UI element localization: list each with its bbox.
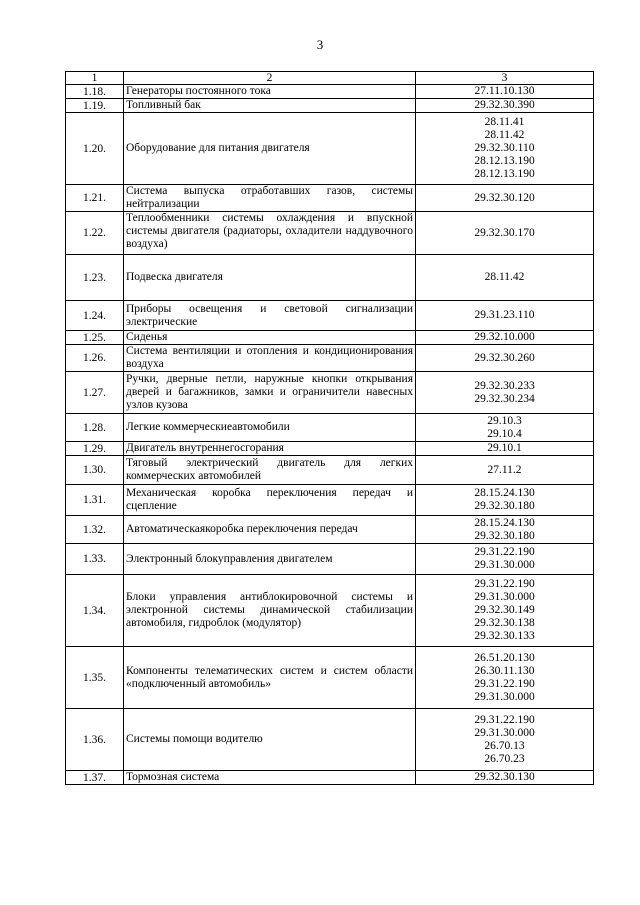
table-row — [66, 345, 594, 372]
code-value: 28.12.13.190 — [474, 155, 535, 167]
code-value: 29.32.30.149 — [474, 604, 535, 616]
table-row — [66, 456, 594, 485]
row-name: Сиденья — [124, 331, 416, 345]
codes-table — [65, 71, 594, 785]
row-codes — [416, 516, 594, 544]
row-name: Блоки управления антиблокировочной системы и электронной системы динамической стабилизации автомобиля, гидроблок (модулятор) — [124, 575, 416, 647]
code-value: 29.32.30.180 — [474, 500, 535, 512]
code-value: 29.31.22.190 — [474, 677, 535, 690]
row-number: 1.26. — [66, 345, 124, 372]
table-row — [66, 647, 594, 709]
code-value: 29.31.30.000 — [474, 591, 535, 603]
code-value: 29.31.22.190 — [474, 713, 535, 726]
table-row — [66, 544, 594, 575]
row-name: Автоматическаякоробка переключения передач — [124, 516, 416, 544]
column-header-2: 2 — [124, 72, 416, 85]
row-number: 1.19. — [66, 99, 124, 113]
row-name: Топливный бак — [124, 99, 416, 113]
row-codes — [416, 301, 594, 331]
row-number: 1.37. — [66, 771, 124, 785]
row-name: Механическая коробка переключения передач и сцепление — [124, 485, 416, 516]
table-row — [66, 709, 594, 771]
table-row — [66, 212, 594, 255]
row-codes — [416, 442, 594, 456]
table-row — [66, 442, 594, 456]
row-name: Электронный блокуправления двигателем — [124, 544, 416, 575]
row-codes — [416, 575, 594, 647]
row-codes — [416, 372, 594, 414]
row-name: Подвеска двигателя — [124, 255, 416, 301]
code-value: 28.12.13.190 — [474, 168, 535, 180]
row-number: 1.29. — [66, 442, 124, 456]
code-value: 29.32.30.120 — [474, 191, 535, 204]
code-value: 29.10.3 — [487, 414, 522, 427]
code-value: 29.32.30.234 — [474, 392, 535, 405]
table-row — [66, 771, 594, 785]
row-name: Система выпуска отработавших газов, системы нейтрализации — [124, 185, 416, 212]
row-number: 1.21. — [66, 185, 124, 212]
row-codes — [416, 456, 594, 485]
code-value: 26.51.20.130 — [474, 651, 535, 664]
row-codes — [416, 709, 594, 771]
row-number: 1.30. — [66, 456, 124, 485]
code-value: 29.31.30.000 — [474, 690, 535, 703]
row-codes — [416, 485, 594, 516]
row-name: Генераторы постоянного тока — [124, 85, 416, 99]
row-number: 1.18. — [66, 85, 124, 99]
code-value: 29.10.4 — [487, 427, 522, 440]
row-codes — [416, 331, 594, 345]
row-codes — [416, 85, 594, 99]
row-codes — [416, 647, 594, 709]
table-row — [66, 99, 594, 113]
code-value: 29.32.30.390 — [474, 99, 535, 111]
code-value: 28.15.24.130 — [474, 487, 535, 499]
row-number: 1.31. — [66, 485, 124, 516]
row-name: Системы помощи водителю — [124, 709, 416, 771]
row-number: 1.22. — [66, 212, 124, 255]
row-name: Тяговый электрический двигатель для легких коммерческих автомобилей — [124, 456, 416, 485]
row-codes — [416, 771, 594, 785]
table-row — [66, 85, 594, 99]
code-value: 28.11.42 — [484, 271, 525, 283]
table-header-row — [66, 72, 594, 85]
code-value: 26.70.13 — [484, 739, 525, 752]
code-value: 28.11.41 — [484, 116, 525, 128]
row-name: Теплообменники системы охлаждения и впускной системы двигателя (радиаторы, охладители наддувочного воздуха) — [124, 212, 416, 255]
page-number: 3 — [316, 37, 324, 52]
code-value: 29.10.1 — [487, 442, 522, 454]
code-value: 29.31.30.000 — [474, 726, 535, 739]
code-value: 26.30.11.130 — [474, 664, 535, 677]
code-value: 29.32.30.133 — [474, 630, 535, 642]
row-codes — [416, 99, 594, 113]
code-value: 29.32.10.000 — [474, 331, 535, 343]
column-header-3: 3 — [416, 72, 594, 85]
row-number: 1.27. — [66, 372, 124, 414]
code-value: 29.32.30.170 — [474, 226, 535, 239]
table-row — [66, 414, 594, 442]
row-number: 1.32. — [66, 516, 124, 544]
code-value: 29.32.30.110 — [474, 142, 535, 154]
row-name: Ручки, дверные петли, наружные кнопки открывания дверей и багажников, замки и ограничители навесных узлов кузова — [124, 372, 416, 414]
row-number: 1.34. — [66, 575, 124, 647]
row-codes — [416, 255, 594, 301]
row-name: Приборы освещения и световой сигнализации электрические — [124, 301, 416, 331]
row-name: Компоненты телематических систем и систем области «подключенный автомобиль» — [124, 647, 416, 709]
table-body — [66, 85, 594, 785]
row-name: Тормозная система — [124, 771, 416, 785]
code-value: 26.70.23 — [484, 752, 525, 765]
code-value: 28.11.42 — [484, 129, 525, 141]
row-codes — [416, 185, 594, 212]
table-row — [66, 185, 594, 212]
row-number: 1.24. — [66, 301, 124, 331]
column-header-1: 1 — [66, 72, 124, 85]
table-row — [66, 516, 594, 544]
table-row — [66, 301, 594, 331]
table-row — [66, 575, 594, 647]
row-number: 1.20. — [66, 113, 124, 185]
table-row — [66, 331, 594, 345]
row-number: 1.23. — [66, 255, 124, 301]
row-name: Двигатель внутреннегосгорания — [124, 442, 416, 456]
code-value: 29.31.23.110 — [474, 309, 535, 321]
table-row — [66, 485, 594, 516]
table-row — [66, 255, 594, 301]
code-value: 29.31.22.190 — [474, 578, 535, 590]
code-value: 29.32.30.138 — [474, 617, 535, 629]
code-value: 28.15.24.130 — [474, 516, 535, 529]
row-name: Система вентиляции и отопления и кондиционирования воздуха — [124, 345, 416, 372]
row-name: Оборудование для питания двигателя — [124, 113, 416, 185]
row-codes — [416, 414, 594, 442]
code-value: 29.32.30.180 — [474, 529, 535, 542]
row-codes — [416, 345, 594, 372]
row-number: 1.25. — [66, 331, 124, 345]
table-row — [66, 113, 594, 185]
row-codes — [416, 212, 594, 255]
row-codes — [416, 544, 594, 575]
row-number: 1.35. — [66, 647, 124, 709]
row-number: 1.36. — [66, 709, 124, 771]
code-value: 29.31.22.190 — [474, 546, 535, 558]
row-number: 1.33. — [66, 544, 124, 575]
code-value: 29.32.30.130 — [474, 771, 535, 783]
code-value: 29.32.30.260 — [474, 351, 535, 364]
table-row — [66, 372, 594, 414]
code-value: 29.31.30.000 — [474, 559, 535, 571]
row-name: Легкие коммерческиеавтомобили — [124, 414, 416, 442]
row-number: 1.28. — [66, 414, 124, 442]
code-value: 27.11.10.130 — [474, 85, 535, 97]
row-codes — [416, 113, 594, 185]
code-value: 29.32.30.233 — [474, 379, 535, 392]
code-value: 27.11.2 — [487, 463, 522, 476]
